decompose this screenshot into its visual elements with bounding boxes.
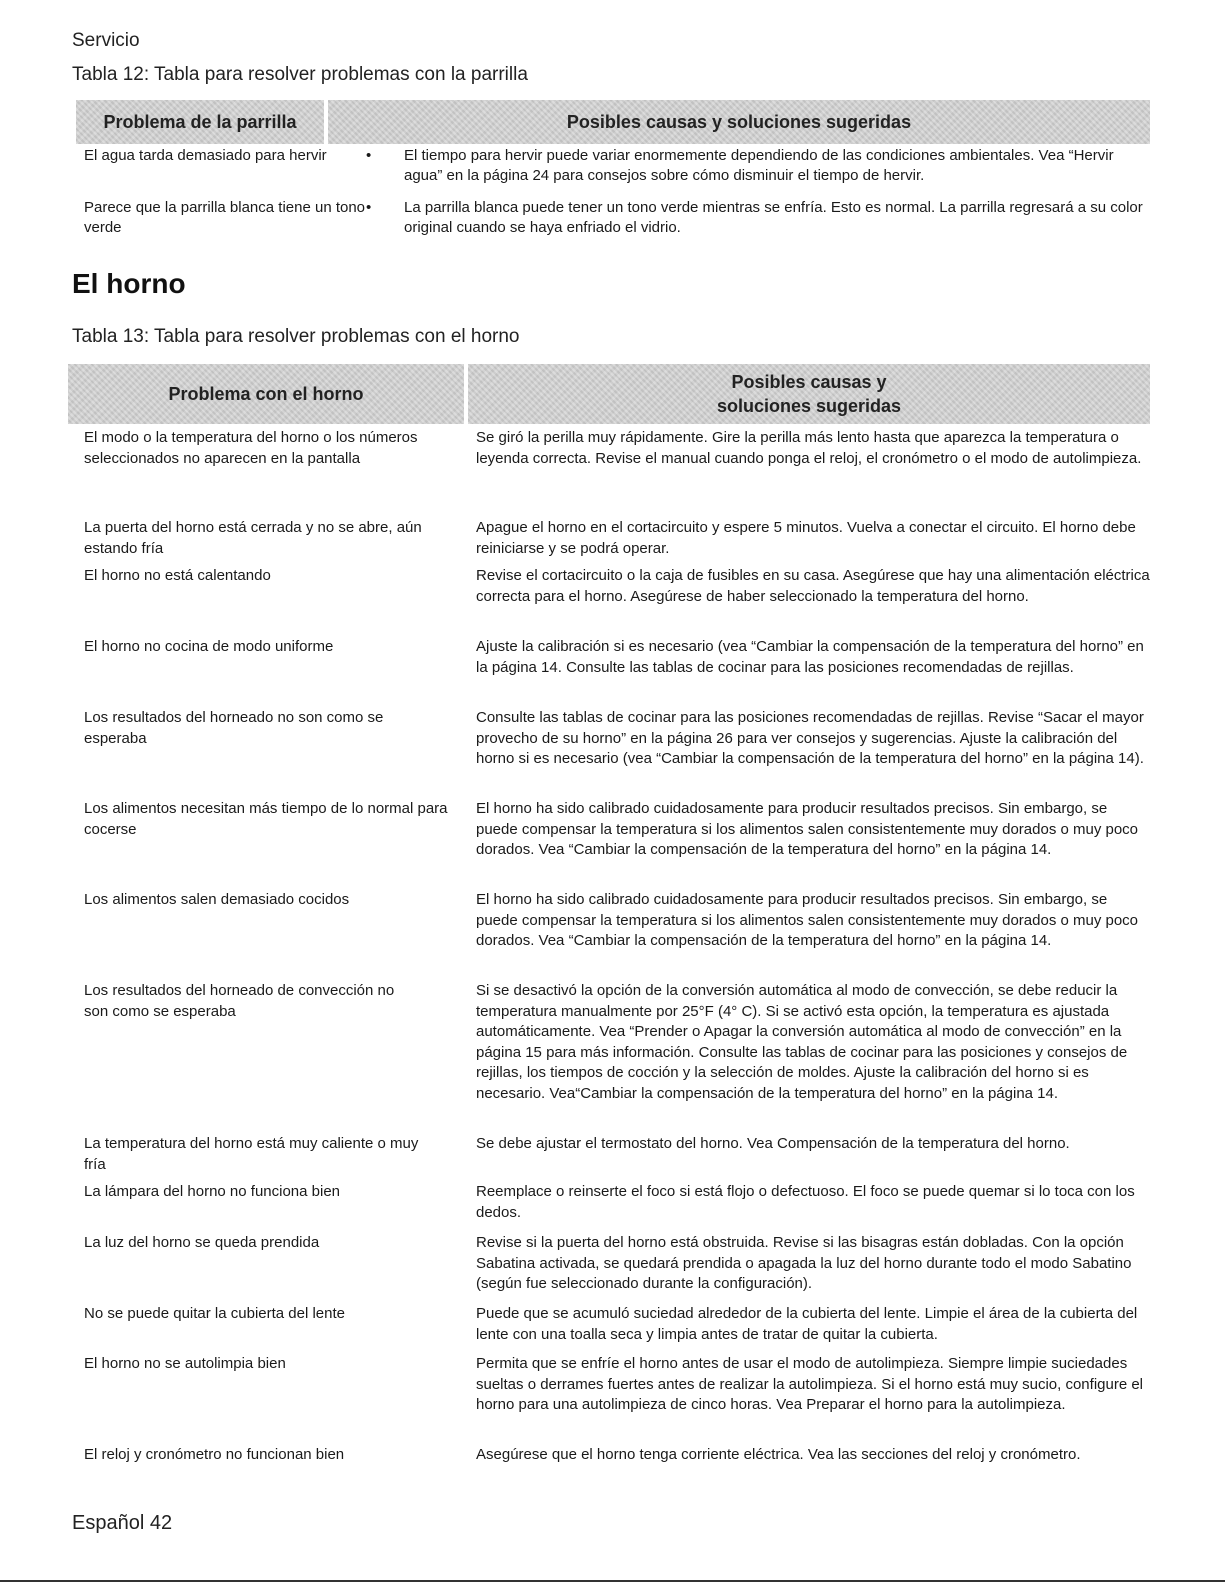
problem-cell: La luz del horno se queda prendida (84, 1234, 320, 1251)
solution-cell: Apague el horno en el cortacircuito y espere 5 minutos. Vuelva a conectar el circuito. El horno debe reiniciarse y se podrá operar. (476, 519, 1136, 557)
problem-cell: Los resultados del horneado no son como se esperaba (84, 709, 384, 747)
table-12-caption: Tabla 12: Tabla para resolver problemas con la parrilla (72, 64, 528, 85)
solution-cell: Permita que se enfríe el horno antes de usar el modo de autolimpieza. Siempre limpie suciedades sueltas o derrames fuertes antes de realizar la autolimpieza. Si el horno está muy sucio, configure el horno para una autolimpieza de cinco horas. Vea Preparar el horno para la autolimpieza. (476, 1355, 1144, 1413)
solution-cell: El horno ha sido calibrado cuidadosamente para producir resultados precisos. Sin embargo, se puede compensar la temperatura si los alimentos salen consistentemente muy dorados o muy poco dorados. Vea “Cambiar la compensación de la temperatura del horno” en la página 14. (476, 891, 1139, 949)
table-12-header-problem: Problema de la parrilla (76, 100, 324, 144)
problem-cell: Los alimentos salen demasiado cocidos (84, 891, 350, 908)
problem-cell: Parece que la parrilla blanca tiene un tono verde (84, 199, 366, 236)
problem-cell: La lámpara del horno no funciona bien (84, 1183, 341, 1200)
table-row (84, 198, 1150, 238)
problem-cell: El horno no está calentando (84, 567, 271, 584)
solution-cell: Se debe ajustar el termostato del horno. Vea Compensación de la temperatura del horno. (476, 1135, 1070, 1152)
page-footer: Español 42 (72, 1512, 173, 1534)
solution-cell: Ajuste la calibración si es necesario (vea “Cambiar la compensación de la temperatura del horno” en la página 14. Consulte las tablas de cocinar para las posiciones recomendadas de rejillas. (476, 638, 1144, 676)
table-row (84, 566, 1150, 637)
section-heading: El horno (72, 268, 186, 299)
table-row (84, 518, 1150, 566)
solution-cell: Revise el cortacircuito o la caja de fusibles en su casa. Asegúrese que hay una alimentación eléctrica correcta para el horno. Asegúrese de haber seleccionado la temperatura del horno. (476, 567, 1150, 605)
solution-cell: Consulte las tablas de cocinar para las posiciones recomendadas de rejillas. Revise “Sacar el mayor provecho de su horno” en la página 26 para ver consejos y sugerencias. Ajuste la calibración del horno si es necesario (vea “Cambiar la compensación de la temperatura del horno” en la página 14). (476, 709, 1144, 767)
table-row (84, 1354, 1150, 1445)
table-row (84, 708, 1150, 799)
solution-cell: Reemplace o reinserte el foco si está flojo o defectuoso. El foco se puede quemar si lo toca con los dedos. (476, 1183, 1135, 1221)
table-row (84, 428, 1150, 518)
problem-cell: El agua tarda demasiado para hervir (84, 147, 327, 164)
table-13-body (84, 428, 1150, 1493)
problem-cell: Los resultados del horneado de convección no son como se esperaba (84, 982, 395, 1020)
table-13-header-problem: Problema con el horno (68, 364, 464, 424)
table-row (84, 637, 1150, 708)
solution-cell: Asegúrese que el horno tenga corriente eléctrica. Vea las secciones del reloj y cronómetro. (476, 1446, 1081, 1463)
solution-cell: Puede que se acumuló suciedad alrededor de la cubierta del lente. Limpie el área de la cubierta del lente con una toalla seca y limpia antes de tratar de quitar la cubierta. (476, 1305, 1138, 1343)
solution-cell: Se giró la perilla muy rápidamente. Gire la perilla más lento hasta que aparezca la temperatura o leyenda correcta. Revise el manual cuando ponga el reloj, el cronómetro o el modo de autolimpieza. (476, 429, 1142, 467)
table-12-body (84, 146, 1150, 250)
solution-cell: La parrilla blanca puede tener un tono verde mientras se enfría. Esto es normal. La parrilla regresará a su color original cuando se haya enfriado el vidrio. (404, 199, 1143, 236)
table-row (84, 890, 1150, 981)
table-row (84, 1304, 1150, 1354)
problem-cell: La temperatura del horno está muy caliente o muy fría (84, 1135, 419, 1173)
table-row (84, 799, 1150, 890)
problem-cell: El reloj y cronómetro no funcionan bien (84, 1446, 345, 1463)
table-13-header-solution (468, 364, 1150, 424)
table-row (84, 146, 1150, 186)
problem-cell: La puerta del horno está cerrada y no se abre, aún estando fría (84, 519, 422, 557)
solution-cell: El horno ha sido calibrado cuidadosamente para producir resultados precisos. Sin embargo, se puede compensar la temperatura si los alimentos salen consistentemente muy dorados o muy poco dorados. Vea “Cambiar la compensación de la temperatura del horno” en la página 14. (476, 800, 1139, 858)
bottom-rule (0, 1580, 1225, 1582)
problem-cell: Los alimentos necesitan más tiempo de lo normal para cocerse (84, 800, 448, 838)
solution-cell: Si se desactivó la opción de la conversión automática al modo de convección, se debe reducir la temperatura manualmente por 25°F (4° C). Si se activó esta opción, la temperatura es ajustada automáticamente. Vea “Prender o Apagar la conversión automática al modo de convección” en la página 15 para más información. Consulte las tablas de cocinar para las posiciones y consejos de rejillas, los tiempos de cocción y la selección de moldes. Ajuste la calibración del horno si es necesario. Vea“Cambiar la compensación de la temperatura del horno” en la página 14. (476, 982, 1128, 1102)
solution-cell: El tiempo para hervir puede variar enormemente dependiendo de las condiciones ambientales. Vea “Hervir agua” en la página 24 para consejos sobre cómo disminuir el tiempo de hervir. (404, 147, 1114, 184)
table-row (84, 1134, 1150, 1182)
problem-cell: El horno no se autolimpia bien (84, 1355, 286, 1372)
table-row (84, 981, 1150, 1134)
problem-cell: No se puede quitar la cubierta del lente (84, 1305, 346, 1322)
bullet: • (366, 147, 372, 164)
table-13-caption: Tabla 13: Tabla para resolver problemas con el horno (72, 326, 520, 347)
table-row (84, 1445, 1150, 1493)
problem-cell: El horno no cocina de modo uniforme (84, 638, 334, 655)
problem-cell: El modo o la temperatura del horno o los números seleccionados no aparecen en la pantalla (84, 429, 418, 467)
bullet: • (366, 199, 372, 216)
solution-cell: Revise si la puerta del horno está obstruida. Revise si las bisagras están dobladas. Con la opción Sabatina activada, se quedará prendida o apagada la luz del horno durante todo el modo Sabatino (según fue seleccionado durante la configuración). (476, 1234, 1132, 1292)
table-row (84, 1233, 1150, 1304)
table-13-header-solution-text: Posibles causas y soluciones sugeridas (716, 372, 902, 416)
table-12-header-solution: Posibles causas y soluciones sugeridas (328, 100, 1150, 144)
section-label: Servicio (72, 30, 140, 51)
table-row (84, 1182, 1150, 1233)
